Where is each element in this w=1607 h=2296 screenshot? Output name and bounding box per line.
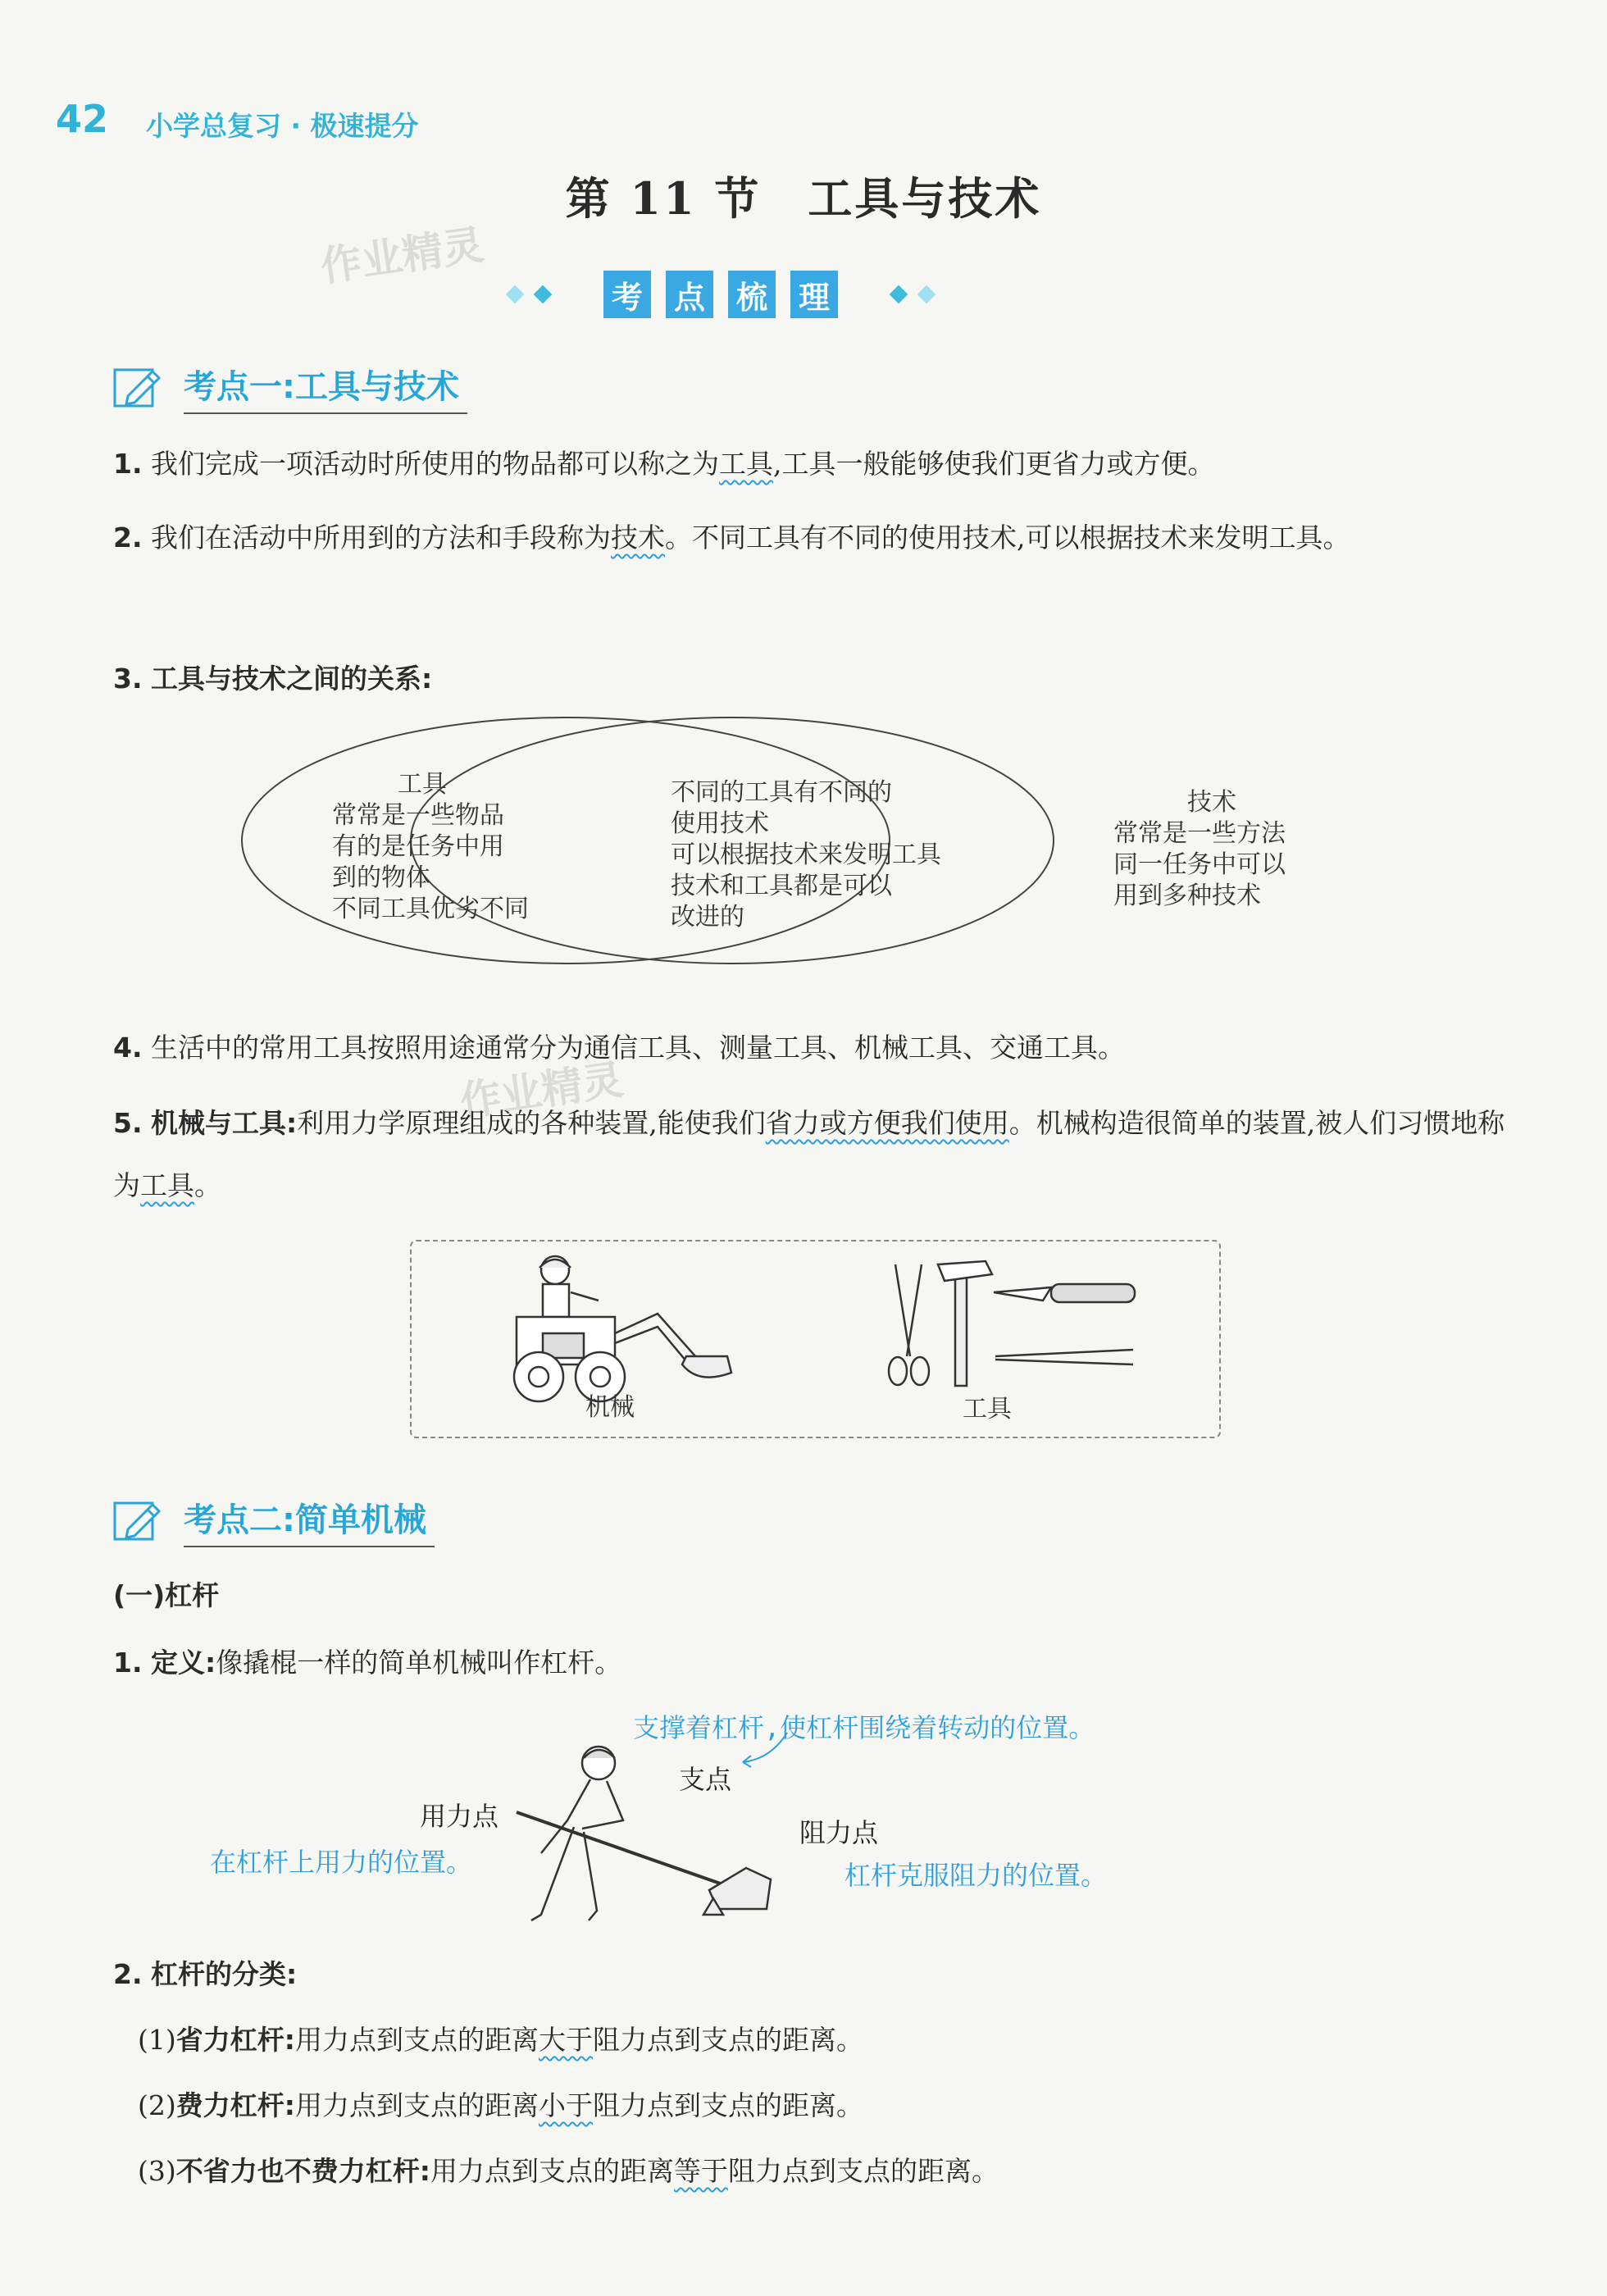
venn-left-line: 不同工具优劣不同 xyxy=(332,895,529,923)
rock xyxy=(709,1868,771,1909)
key-term: 大于 xyxy=(538,2024,593,2056)
caption-machine: 机械 xyxy=(585,1393,635,1422)
diamond-icon xyxy=(506,285,525,304)
lever-class-1 xyxy=(138,2009,1532,2071)
item-number: 3. xyxy=(113,663,143,695)
sub-number: (3) xyxy=(138,2155,176,2187)
caption-tool: 工具 xyxy=(963,1395,1012,1424)
item-text: 我们在活动中所用到的方法和手段称为 xyxy=(151,522,611,554)
item-number: 1. xyxy=(113,448,143,480)
lever-type: 不省力也不费力杠杆: xyxy=(175,2155,430,2187)
page-number: 42 xyxy=(56,97,109,141)
kp1-item-1 xyxy=(113,433,1507,495)
lever-class-2 xyxy=(138,2075,1532,2137)
series-title: 小学总复习 · 极速提分 xyxy=(146,110,419,142)
venn-right-line: 技术 xyxy=(1187,788,1236,817)
item-text: 像撬棍一样的简单机械叫作杠杆。 xyxy=(216,1647,622,1679)
venn-middle-line: 使用技术 xyxy=(671,809,769,838)
item-text: 用力点到支点的距离 xyxy=(294,2024,539,2056)
diamond-icon xyxy=(890,285,908,304)
item-text: 我们完成一项活动时所使用的物品都可以称之为 xyxy=(151,448,719,480)
key-term: 技术 xyxy=(611,522,665,554)
scissors-illustration xyxy=(889,1264,929,1385)
venn-middle-line: 技术和工具都是可以 xyxy=(671,872,892,900)
kp1-heading xyxy=(112,361,467,414)
kp1-item-5 xyxy=(113,1092,1507,1217)
kp1-item-3 xyxy=(113,648,1507,710)
venn-left-line: 有的是任务中用 xyxy=(332,832,504,861)
arrow-icon xyxy=(738,1726,795,1775)
kp1-item-2 xyxy=(113,507,1507,569)
banner-char: 考 xyxy=(603,271,651,318)
item-number: 2. xyxy=(113,1958,143,1990)
banner-char: 点 xyxy=(666,271,713,318)
section-title: 第 11 节 工具与技术 xyxy=(565,172,1042,225)
effort-note: 在杠杆上用力的位置。 xyxy=(210,1847,473,1878)
item-number: 2. xyxy=(113,522,143,554)
tweezers-illustration xyxy=(995,1350,1133,1364)
item-text: 阻力点到支点的距离。 xyxy=(592,2024,863,2056)
fulcrum-label: 支点 xyxy=(679,1764,732,1795)
pencil-note-icon xyxy=(112,1498,164,1544)
kp2-title: 考点二:简单机械 xyxy=(184,1494,435,1547)
key-term: 省力或方便我们使用 xyxy=(765,1107,1009,1139)
kp1-title: 考点一:工具与技术 xyxy=(184,361,467,414)
kp2-subheading: (一)杠杆 xyxy=(113,1579,220,1611)
venn-left-line: 工具 xyxy=(398,770,447,799)
lever-classification-heading xyxy=(113,1943,1507,2006)
kp1-item-4 xyxy=(113,1017,1507,1079)
lever-class-3 xyxy=(138,2140,1532,2203)
item-label: 工具与技术之间的关系: xyxy=(151,663,433,695)
knife-illustration xyxy=(994,1284,1135,1302)
diamond-icon xyxy=(534,285,553,304)
key-term: 等于 xyxy=(673,2155,728,2187)
venn-right-line: 用到多种技术 xyxy=(1113,882,1261,910)
watermark: 作业精灵 xyxy=(457,1055,626,1126)
key-term: 工具 xyxy=(719,448,773,480)
excavator-illustration xyxy=(514,1256,731,1401)
effort-label: 用力点 xyxy=(420,1801,499,1832)
item-text: 生活中的常用工具按照用途通常分为通信工具、测量工具、机械工具、交通工具。 xyxy=(151,1032,1125,1064)
section-banner xyxy=(508,271,933,318)
diamond-icon xyxy=(917,285,936,304)
item-text: 。机械构造很简单的装置,被人们习惯地称为 xyxy=(113,1107,1505,1201)
item-text: 阻力点到支点的距离。 xyxy=(592,2089,863,2121)
machine-tool-figure xyxy=(410,1240,1221,1438)
banner-char: 理 xyxy=(790,271,838,318)
item-label: 杠杆的分类: xyxy=(151,1958,298,1990)
venn-right-line: 同一任务中可以 xyxy=(1113,850,1286,879)
venn-right-line: 常常是一些方法 xyxy=(1113,819,1286,848)
watermark: 作业精灵 xyxy=(317,221,487,291)
figure-illustration xyxy=(412,1241,1219,1437)
item-text: 。不同工具有不同的使用技术,可以根据技术来发明工具。 xyxy=(665,522,1350,554)
item-text: 利用力学原理组成的各种装置,能使我们 xyxy=(297,1107,766,1139)
item-number: 5. xyxy=(113,1107,143,1139)
venn-left-text xyxy=(332,769,586,925)
item-text: 阻力点到支点的距离。 xyxy=(727,2155,999,2187)
lever-type: 费力杠杆: xyxy=(175,2089,295,2121)
load-note: 杠杆克服阻力的位置。 xyxy=(844,1860,1108,1891)
venn-left-line: 常常是一些物品 xyxy=(332,801,504,830)
item-text: ,工具一般能够使我们更省力或方便。 xyxy=(773,448,1215,480)
fulcrum-note: 支撑着杠杆,使杠杆围绕着转动的位置。 xyxy=(633,1712,1095,1743)
sub-number: (1) xyxy=(138,2024,176,2056)
item-number: 4. xyxy=(113,1032,143,1064)
key-term: 小于 xyxy=(538,2089,593,2121)
lever-type: 省力杠杆: xyxy=(175,2024,295,2056)
venn-right-text xyxy=(1113,787,1359,912)
load-label: 阻力点 xyxy=(799,1817,879,1848)
banner-char: 梳 xyxy=(728,271,776,318)
item-number: 1. xyxy=(113,1647,143,1679)
item-label: 机械与工具: xyxy=(151,1107,298,1139)
kp2-heading xyxy=(112,1494,435,1547)
venn-left-line: 到的物体 xyxy=(332,863,430,892)
venn-middle-line: 可以根据技术来发明工具 xyxy=(671,840,941,869)
item-label: 定义: xyxy=(151,1647,216,1679)
pencil-note-icon xyxy=(112,365,164,411)
hammer-illustration xyxy=(938,1261,992,1386)
item-text: 用力点到支点的距离 xyxy=(294,2089,539,2121)
venn-middle-text xyxy=(671,777,1031,933)
lever-definition xyxy=(113,1632,1507,1694)
sub-number: (2) xyxy=(138,2089,176,2121)
venn-middle-line: 不同的工具有不同的 xyxy=(671,778,892,807)
item-text: 用力点到支点的距离 xyxy=(430,2155,674,2187)
venn-middle-line: 改进的 xyxy=(671,903,744,932)
key-term: 工具 xyxy=(140,1169,194,1201)
item-text: 。 xyxy=(194,1169,221,1201)
